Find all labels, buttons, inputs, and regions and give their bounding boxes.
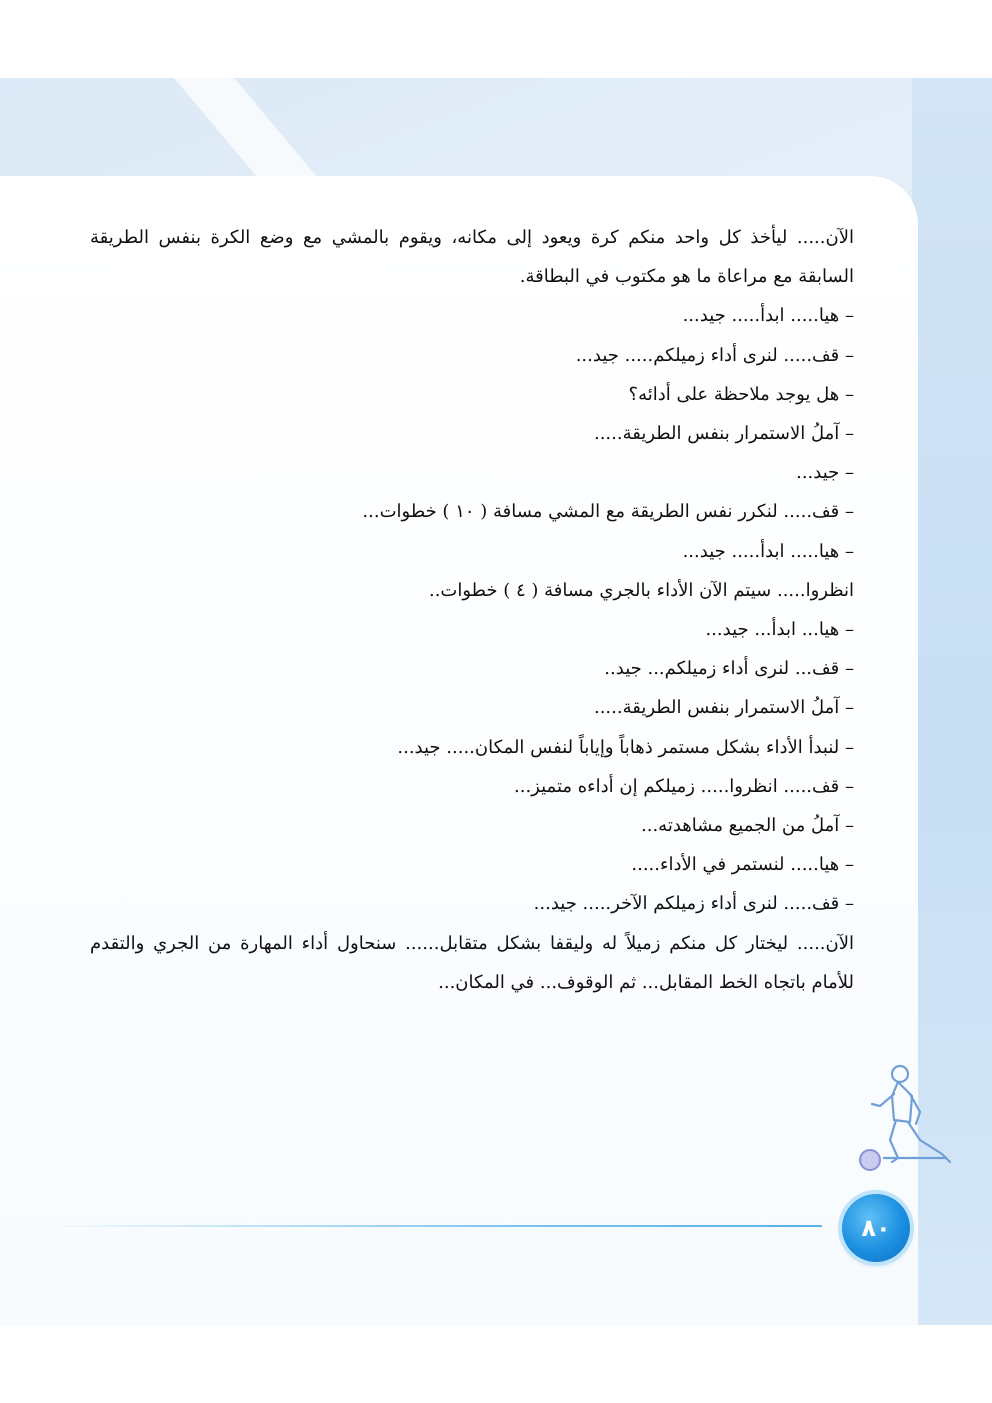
paragraph: الآن..... ليختار كل منكم زميلاً له وليقفا بشكل متقابل...... سنحاول أداء المهارة من الجري والتقدم للأمام باتجاه الخط المقابل... ثم الوقوف... في المكان... [90,932,854,993]
dialogue-line: – هل يوجد ملاحظة على أدائه؟ [628,383,854,405]
dialogue-line: – هيا... ابدأ... جيد... [705,619,854,641]
dialogue-line: – هيا..... ابدأ..... جيد... [682,540,854,562]
dialogue-line: – هيا..... ابدأ..... جيد... [682,305,854,327]
dialogue-line: – جيد... [796,462,854,484]
dialogue-line: – قف..... لنرى أداء زميلكم..... جيد... [575,344,854,366]
paragraph: انظروا..... سيتم الآن الأداء بالجري مسافة ( ٤ ) خطوات.. [428,579,854,601]
dialogue-line: – هيا..... لنستمر في الأداء..... [631,854,854,876]
dialogue-line: – آملُ من الجميع مشاهدته... [641,815,854,837]
body-text [90,218,854,1002]
dialogue-line: – قف..... انظروا..... زميلكم إن أداءه متميز... [514,775,854,797]
page-number-badge [842,1194,910,1262]
paragraph: الآن..... ليأخذ كل واحد منكم كرة ويعود إلى مكانه، ويقوم بالمشي مع وضع الكرة بنفس الطريقة السابقة مع مراعاة ما هو مكتوب في البطاقة. [90,227,854,288]
dialogue-line: – قف..... لنكرر نفس الطريقة مع المشي مسافة ( ١٠ ) خطوات... [362,501,854,523]
dialogue-line: – آملُ الاستمرار بنفس الطريقة..... [593,697,854,719]
football-player-illustration [854,1062,958,1180]
dialogue-line: – قف..... لنرى أداء زميلكم الآخر..... جيد... [533,893,854,915]
dialogue-line: – آملُ الاستمرار بنفس الطريقة..... [593,423,854,445]
dialogue-line: – قف... لنرى أداء زميلكم... جيد.. [604,658,854,680]
footer-line [40,1225,822,1227]
page-number: ٨٠ [861,1214,891,1242]
dialogue-line: – لنبدأ الأداء بشكل مستمر ذهاباً وإياباً لنفس المكان..... جيد... [397,736,854,758]
